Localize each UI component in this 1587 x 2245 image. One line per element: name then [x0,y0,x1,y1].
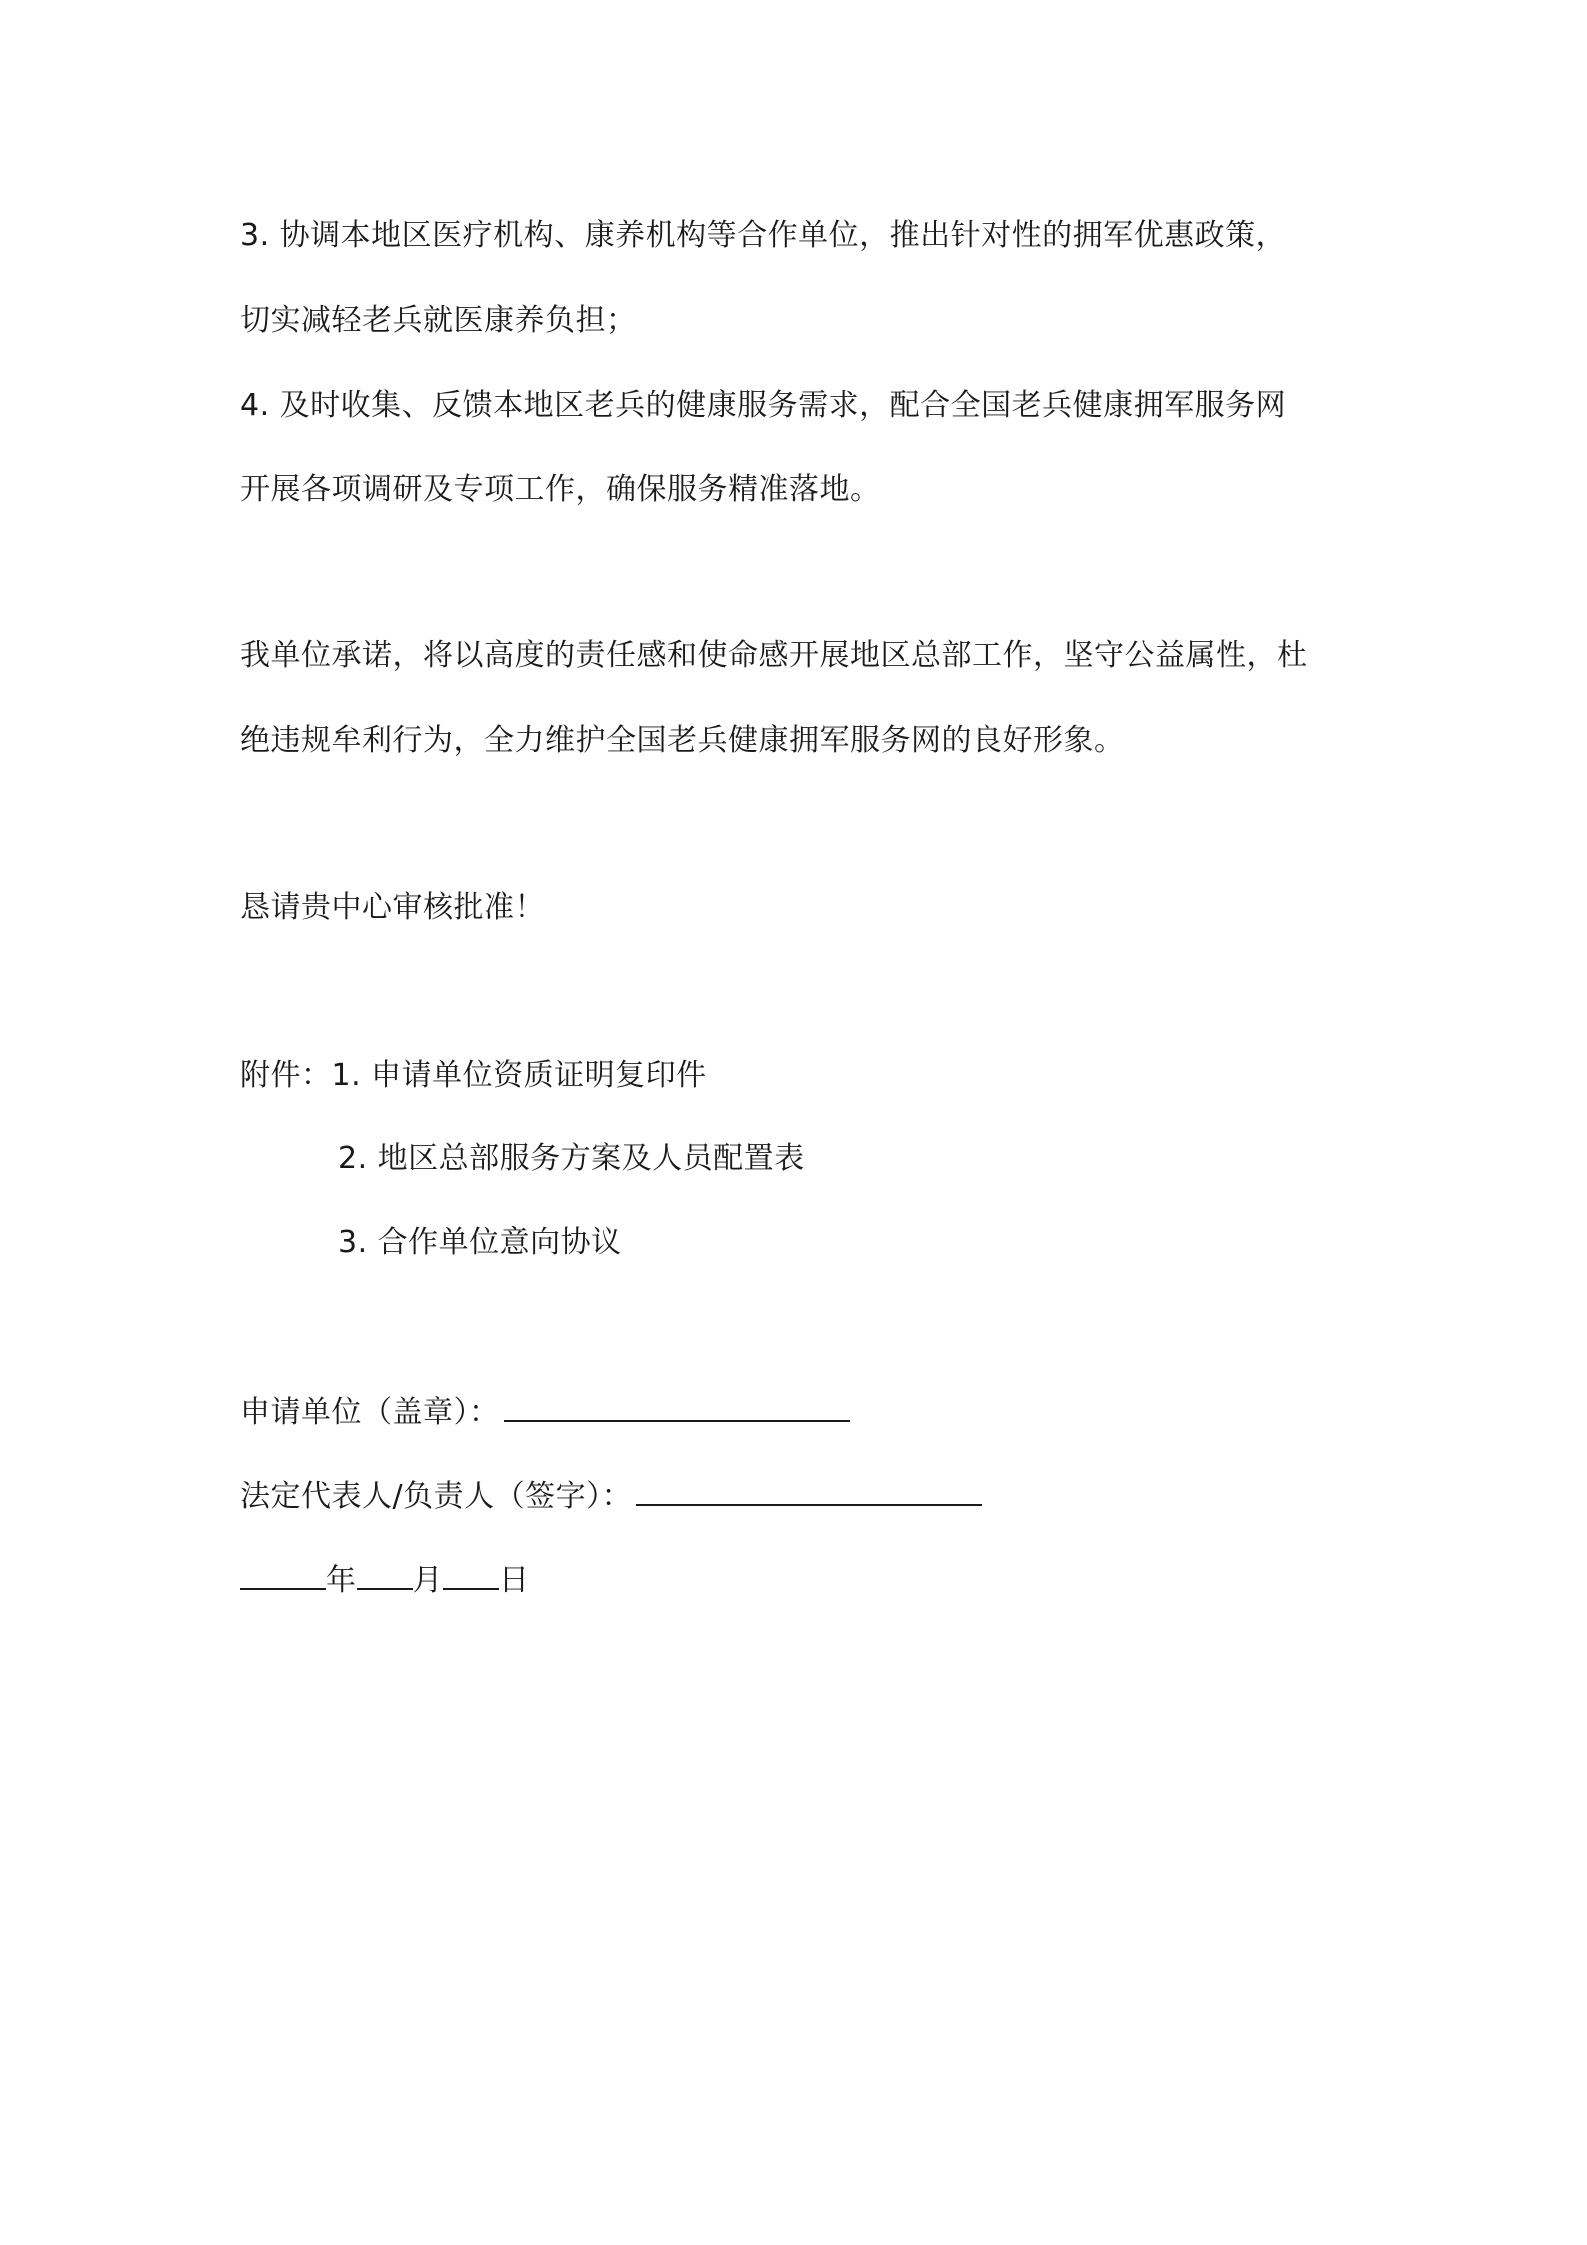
commitment-line-1: 我单位承诺，将以高度的责任感和使命感开展地区总部工作，坚守公益属性，杜 [240,638,1308,673]
item-3-line-1: 3. 协调本地区医疗机构、康养机构等合作单位，推出针对性的拥军优惠政策， [240,218,1287,253]
item-4-line-1: 4. 及时收集、反馈本地区老兵的健康服务需求，配合全国老兵健康拥军服务网 [240,388,1287,423]
day-blank[interactable] [443,1558,499,1590]
year-blank[interactable] [240,1558,326,1590]
representative-label: 法定代表人/负责人（签字）： [240,1479,633,1514]
attachment-label: 附件： [240,1058,332,1093]
month-label: 月 [412,1563,443,1598]
month-blank[interactable] [357,1558,413,1590]
attachment-item-1: 1. 申请单位资质证明复印件 [331,1058,707,1093]
year-label: 年 [326,1563,357,1598]
attachment-item-2: 2. 地区总部服务方案及人员配置表 [338,1141,805,1176]
request-text: 恳请贵中心审核批准！ [240,890,545,925]
attachment-row-1 [240,1056,707,1096]
date-row [240,1558,530,1601]
applicant-seal-blank[interactable] [504,1390,850,1422]
representative-row [240,1474,982,1517]
item-4-line-2: 开展各项调研及专项工作，确保服务精准落地。 [240,472,881,507]
item-3-line-2: 切实减轻老兵就医康养负担； [240,303,637,338]
representative-signature-blank[interactable] [636,1474,982,1506]
commitment-line-2: 绝违规牟利行为，全力维护全国老兵健康拥军服务网的良好形象。 [240,723,1125,758]
applicant-row [240,1390,850,1433]
day-label: 日 [499,1563,530,1598]
applicant-label: 申请单位（盖章）： [240,1395,500,1430]
attachment-item-3: 3. 合作单位意向协议 [338,1225,622,1260]
